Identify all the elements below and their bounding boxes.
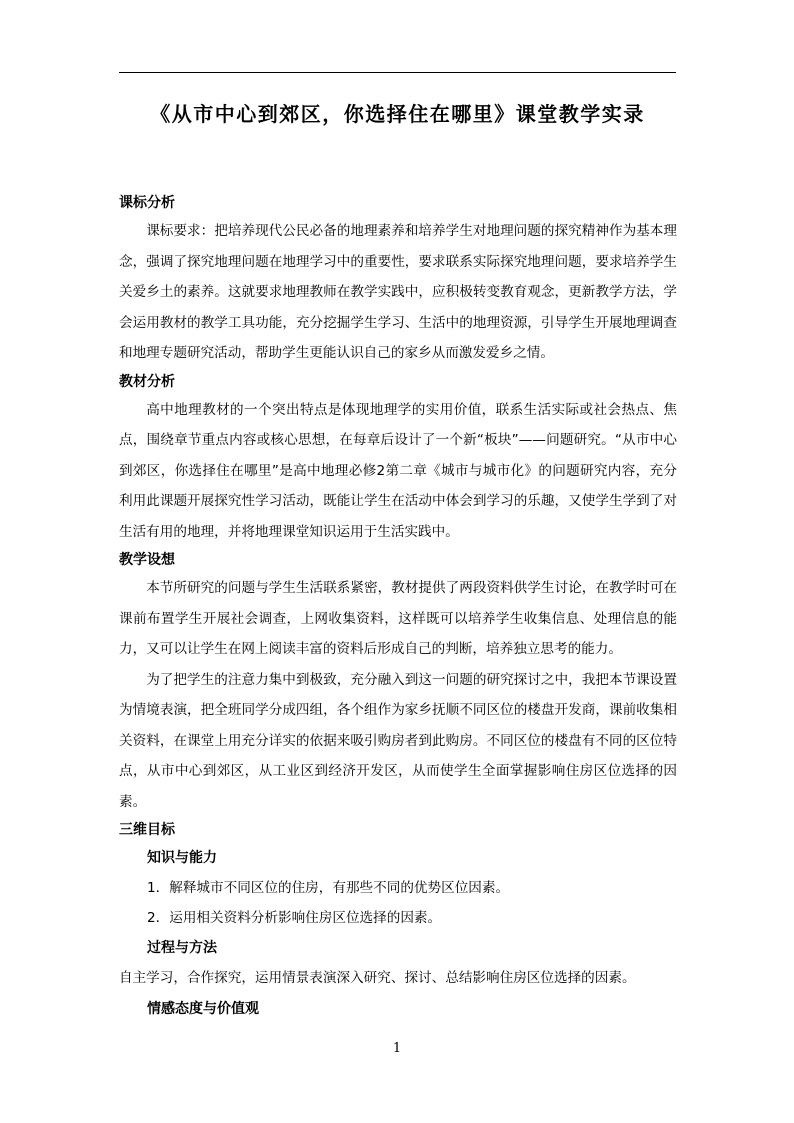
document-title: 《从市中心到郊区，你选择住在哪里》课堂教学实录 — [150, 102, 645, 126]
document-body — [119, 190, 677, 1024]
paragraph: 高中地理教材的一个突出特点是体现地理学的实用价值，联系生活实际或社会热点、焦点，围绕章节重点内容或核心思想，在每章后设计了一个新“板块”——问题研究。“从市中心到郊区，你选择住在哪里”是高中地理必修2第二章《城市与城市化》的问题研究内容，充分利用此课题开展探究性学习活动，既能让学生在活动中体会到学习的乐趣，又使学生学到了对生活有用的地理，并将地理课堂知识运用于生活实践中。 — [119, 401, 677, 540]
list-item: 2．运用相关资料分析影响住房区位选择的因素。 — [147, 910, 442, 926]
section-heading: 教材分析 — [119, 373, 175, 390]
paragraph: 课标要求：把培养现代公民必备的地理素养和培养学生对地理问题的探究精神作为基本理念，强调了探究地理问题在地理学习中的重要性，要求联系实际探究地理问题，要求培养学生关爱乡土的素养。这就要求地理教师在教学实践中，应积极转变教育观念，更新教学方法，学会运用教材的教学工具功能，充分挖掘学生学习、生活中的地理资源，引导学生开展地理调查和地理专题研究活动，帮助学生更能认识自己的家乡从而激发爱乡之情。 — [119, 223, 677, 361]
header-rule — [119, 72, 676, 73]
paragraph: 自主学习，合作探究，运用情景表演深入研究、探讨、总结影响住房区位选择的因素。 — [119, 970, 636, 986]
page-number: 1 — [392, 1041, 402, 1056]
list-item: 1．解释城市不同区位的住房，有那些不同的优势区位因素。 — [147, 880, 510, 896]
section-heading: 课标分析 — [119, 195, 175, 211]
section-heading: 三维目标 — [119, 822, 175, 838]
paragraph: 为了把学生的注意力集中到极致，充分融入到这一问题的研究探讨之中，我把本节课设置为情境表演，把全班同学分成四组，各个组作为家乡抚顺不同区位的楼盘开发商，课前收集相关资料，在课堂上用充分详实的依据来吸引购房者到此购房。不同区位的楼盘有不同的区位特点，从市中心到郊区，从工业区到经济开发区，从而使学生全面掌握影响住房区位选择的因素。 — [119, 671, 677, 810]
section-heading: 教学设想 — [119, 552, 175, 568]
subheading: 情感态度与价值观 — [147, 1000, 259, 1017]
subheading: 知识与能力 — [147, 850, 217, 866]
subheading: 过程与方法 — [147, 940, 217, 956]
paragraph: 本节所研究的问题与学生生活联系紧密，教材提供了两段资料供学生讨论，在教学时可在课前布置学生开展社会调查，上网收集资料，这样既可以培养学生收集信息、处理信息的能力，又可以让学生在网上阅读丰富的资料后形成自己的判断，培养独立思考的能力。 — [119, 580, 677, 657]
